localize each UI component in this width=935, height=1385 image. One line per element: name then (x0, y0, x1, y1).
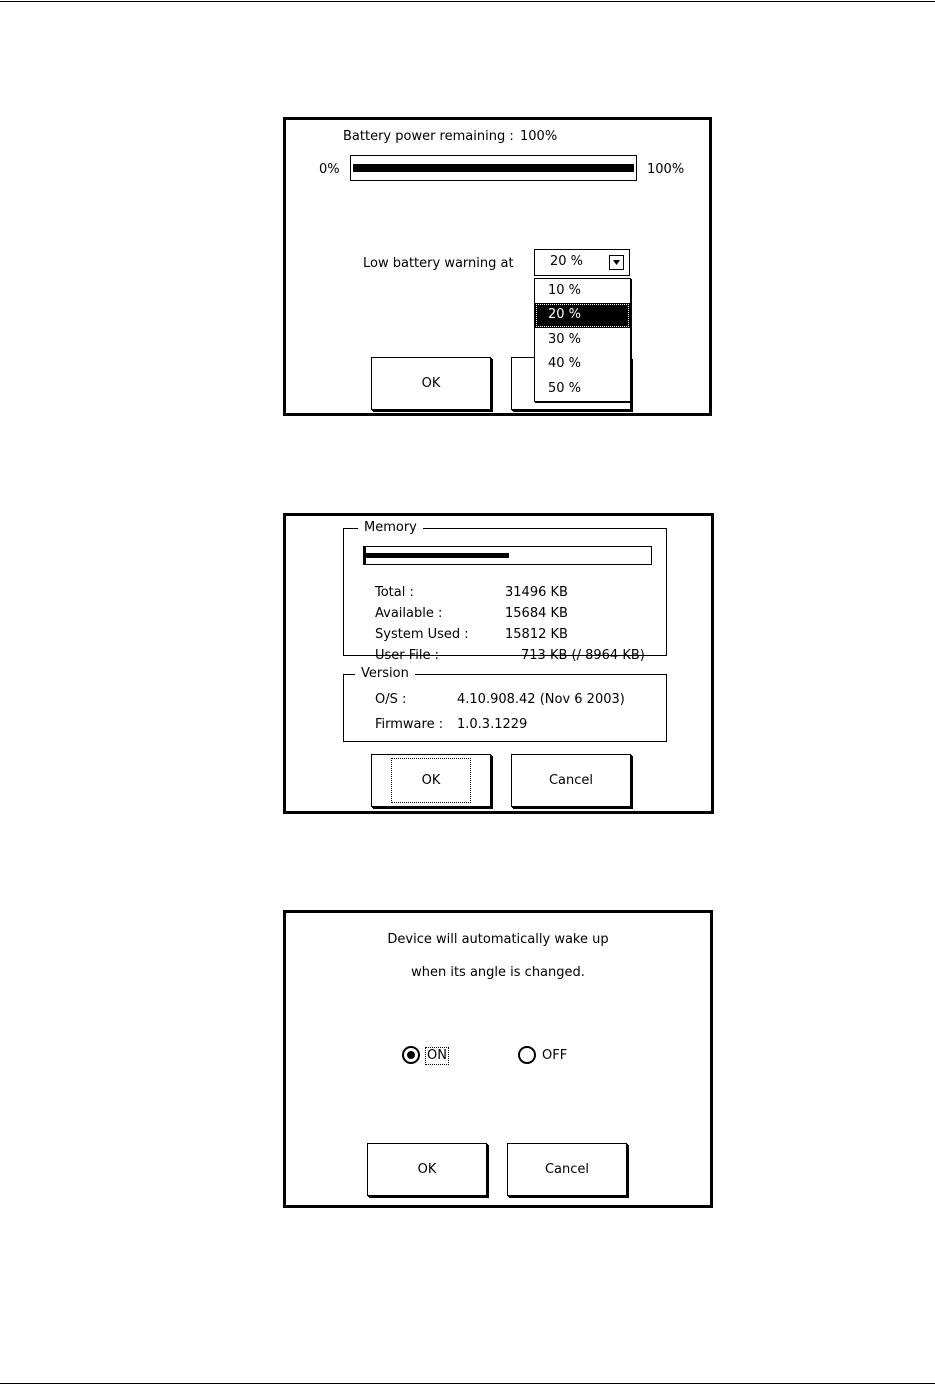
wakeup-message-line1: Device will automatically wake up (387, 932, 609, 947)
option-30-percent[interactable]: 30 % (548, 331, 582, 347)
option-50-percent[interactable]: 50 % (548, 380, 582, 396)
low-battery-selected-value: 20 % (550, 254, 584, 269)
memory-total-label: Total : (375, 585, 414, 600)
system-info-dialog (283, 513, 714, 814)
top-rule (0, 1, 935, 2)
os-label: O/S : (375, 692, 407, 707)
radio-off[interactable] (516, 1045, 586, 1067)
radio-on-label: ON (427, 1048, 447, 1063)
memory-group (343, 520, 667, 663)
firmware-value: 1.0.3.1229 (457, 717, 528, 732)
memory-usage-bar (363, 546, 652, 565)
memory-usage-fill (366, 553, 509, 558)
firmware-label: Firmware : (375, 717, 444, 732)
version-group (343, 666, 667, 742)
memory-legend: Memory (358, 520, 423, 536)
option-10-percent[interactable]: 10 % (548, 283, 582, 298)
option-20-percent[interactable]: 20 % (535, 303, 630, 327)
os-value: 4.10.908.42 (Nov 6 2003) (457, 692, 625, 707)
wakeup-ok-button[interactable]: OK (367, 1143, 487, 1196)
low-battery-options-list[interactable] (534, 278, 631, 402)
system-ok-button[interactable]: OK (371, 754, 491, 807)
battery-remaining-label: Battery power remaining : (343, 129, 514, 144)
low-battery-select[interactable] (534, 249, 630, 276)
battery-level-bar (350, 155, 637, 181)
radio-on-circle[interactable] (402, 1046, 420, 1064)
memory-user-file-label: User File : (375, 648, 440, 663)
wakeup-cancel-button[interactable]: Cancel (507, 1143, 627, 1196)
radio-off-label: OFF (542, 1048, 568, 1063)
low-battery-warning-label: Low battery warning at (363, 256, 514, 271)
memory-available-value: 15684 KB (505, 606, 568, 621)
chevron-down-icon[interactable] (609, 255, 624, 270)
memory-available-label: Available : (375, 606, 443, 621)
wakeup-dialog (283, 910, 713, 1208)
bottom-rule (0, 1383, 935, 1384)
option-40-percent[interactable]: 40 % (548, 356, 582, 372)
battery-ok-button[interactable]: OK (371, 357, 491, 410)
battery-level-fill (353, 164, 634, 172)
radio-off-circle[interactable] (518, 1046, 536, 1064)
wakeup-message (286, 932, 710, 981)
memory-total-value: 31496 KB (505, 585, 568, 600)
memory-system-used-label: System Used : (375, 627, 469, 642)
radio-on[interactable] (400, 1045, 460, 1067)
memory-user-file-value: 713 KB (/ 8964 KB) (521, 648, 645, 663)
memory-system-used-value: 15812 KB (505, 627, 568, 642)
wakeup-message-line2: when its angle is changed. (411, 965, 585, 980)
version-legend: Version (355, 666, 415, 682)
battery-dialog (283, 117, 712, 416)
battery-remaining-value: 100% (520, 129, 558, 144)
system-cancel-button[interactable]: Cancel (511, 754, 631, 807)
battery-max-label: 100% (647, 162, 685, 177)
battery-min-label: 0% (319, 162, 340, 177)
